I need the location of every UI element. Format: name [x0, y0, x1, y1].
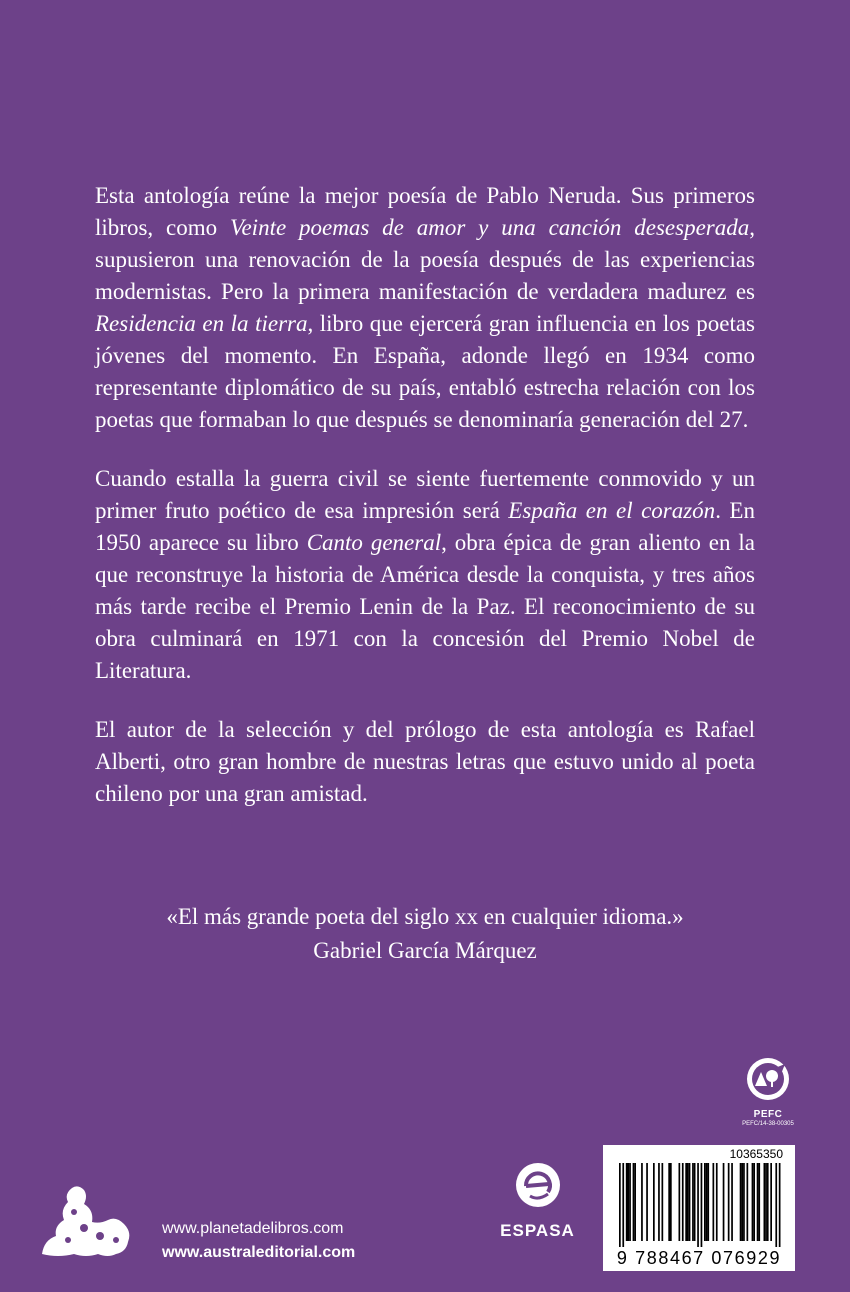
- book-title: Veinte poemas de amor y una canción desesperada: [229, 215, 750, 240]
- barcode-bar: [685, 1163, 687, 1241]
- barcode-bar: [679, 1163, 681, 1241]
- barcode-bar: [728, 1163, 730, 1241]
- barcode-bar: [662, 1163, 664, 1241]
- book-title: Residencia en la tierra: [95, 311, 308, 336]
- barcode-bar: [704, 1163, 706, 1241]
- isbn-barcode: [603, 1145, 795, 1271]
- barcode-bar: [629, 1163, 631, 1241]
- barcode-bar: [740, 1163, 742, 1241]
- text-run: Esta antología reúne la mejor poesía de Pablo Neruda. Sus primeros libros, como: [95, 183, 755, 240]
- barcode-bar: [765, 1163, 767, 1241]
- quote-author: Gabriel García Márquez: [313, 938, 537, 963]
- barcode-bar: [779, 1163, 781, 1247]
- barcode-bar: [758, 1163, 760, 1241]
- barcode-bar: [670, 1163, 672, 1241]
- pefc-label: PEFC: [753, 1109, 783, 1120]
- publisher-name: ESPASA: [500, 1221, 575, 1240]
- barcode-bar: [634, 1163, 636, 1241]
- barcode-bar: [658, 1163, 660, 1241]
- barcode-bar: [752, 1163, 754, 1241]
- publisher-links: [162, 1217, 355, 1265]
- barcode-bar: [757, 1163, 759, 1241]
- blurb-quote: [95, 900, 755, 968]
- book-title: España en el corazón: [508, 498, 716, 523]
- book-title: Canto general: [306, 530, 442, 555]
- barcode-bar: [692, 1163, 694, 1241]
- barcode-bar: [619, 1163, 621, 1247]
- text-run: El autor de la selección y del prólogo de esta antología es Rafael Alberti, otro gran hombre de nuestras letras que estuvo unido al poeta chileno por una gran amistad.: [95, 717, 755, 806]
- barcode-bar: [668, 1163, 670, 1241]
- barcode-bar: [697, 1163, 699, 1247]
- barcode-bar: [622, 1163, 624, 1247]
- text-run: . En 1950 aparece su libro: [95, 498, 755, 555]
- barcode-bar: [694, 1163, 696, 1241]
- barcode-bar: [767, 1163, 769, 1241]
- text-run: Cuando estalla la guerra civil se siente fuertemente conmovido y un primer fruto poético de esa impresión será: [95, 466, 755, 523]
- barcode-digits: 9 788467 076929: [616, 1248, 782, 1268]
- text-run: , obra épica de gran aliento en la que reconstruye la historia de América desde la conquista, y tres años más tarde recibe el Premio Lenin de la Paz. El reconocimiento de su obra culminará en 1971 con la concesión del Premio Nobel de Literatura.: [95, 530, 755, 683]
- pefc-code: PEFC/14-38-00305: [742, 1121, 794, 1127]
- synopsis-paragraph-2: [95, 463, 755, 687]
- barcode-bar: [741, 1163, 743, 1241]
- barcode-top-number: 10365350: [729, 1147, 783, 1161]
- synopsis: [95, 180, 755, 837]
- barcode-bar: [701, 1163, 703, 1247]
- barcode-bar: [687, 1163, 689, 1241]
- pefc-certification: [736, 1056, 800, 1127]
- barcode-bar: [633, 1163, 635, 1241]
- barcode-bar: [713, 1163, 715, 1241]
- barcode-bar: [646, 1163, 648, 1241]
- barcode-bar: [764, 1163, 766, 1241]
- publisher-logo: [490, 1160, 585, 1241]
- barcode-bar: [743, 1163, 745, 1241]
- synopsis-paragraph-3: [95, 714, 755, 810]
- planeta-link[interactable]: www.planetadelibros.com: [162, 1220, 344, 1237]
- synopsis-paragraph-1: [95, 180, 755, 436]
- barcode-bar: [723, 1163, 725, 1241]
- barcode-bar: [653, 1163, 655, 1241]
- barcode-bar: [689, 1163, 691, 1241]
- barcode-bar: [770, 1163, 772, 1241]
- text-run: , supusieron una renovación de la poesía después de las experiencias modernistas. Pero la primera manifestación de verdadera madurez es: [95, 215, 755, 304]
- barcode-bar: [707, 1163, 709, 1241]
- barcode-bar: [641, 1163, 643, 1241]
- barcode-bar: [753, 1163, 755, 1241]
- espasa-e-logo-icon: [512, 1160, 564, 1210]
- barcode-bar: [682, 1163, 684, 1241]
- austral-goat-logo-icon: [38, 1180, 136, 1262]
- barcode-bar: [747, 1163, 749, 1241]
- barcode-bar: [775, 1163, 777, 1247]
- text-run: , libro que ejercerá gran influencia en los poetas jóvenes del momento. En España, adonde llegó en 1934 como representante diplomático de su país, entabló estrecha relación con los poetas que formaban lo que después se denominaría generación del 27.: [95, 311, 755, 432]
- pefc-tree-icon: [745, 1056, 791, 1102]
- austral-link[interactable]: www.australeditorial.com: [162, 1244, 356, 1261]
- quote-text: «El más grande poeta del siglo xx en cualquier idioma.»: [166, 904, 684, 929]
- barcode-bar: [716, 1163, 718, 1241]
- barcode-bar: [706, 1163, 708, 1241]
- barcode-bar: [628, 1163, 630, 1241]
- barcode-bars: [607, 1163, 791, 1247]
- barcode-bar: [626, 1163, 628, 1241]
- barcode-bar: [731, 1163, 733, 1241]
